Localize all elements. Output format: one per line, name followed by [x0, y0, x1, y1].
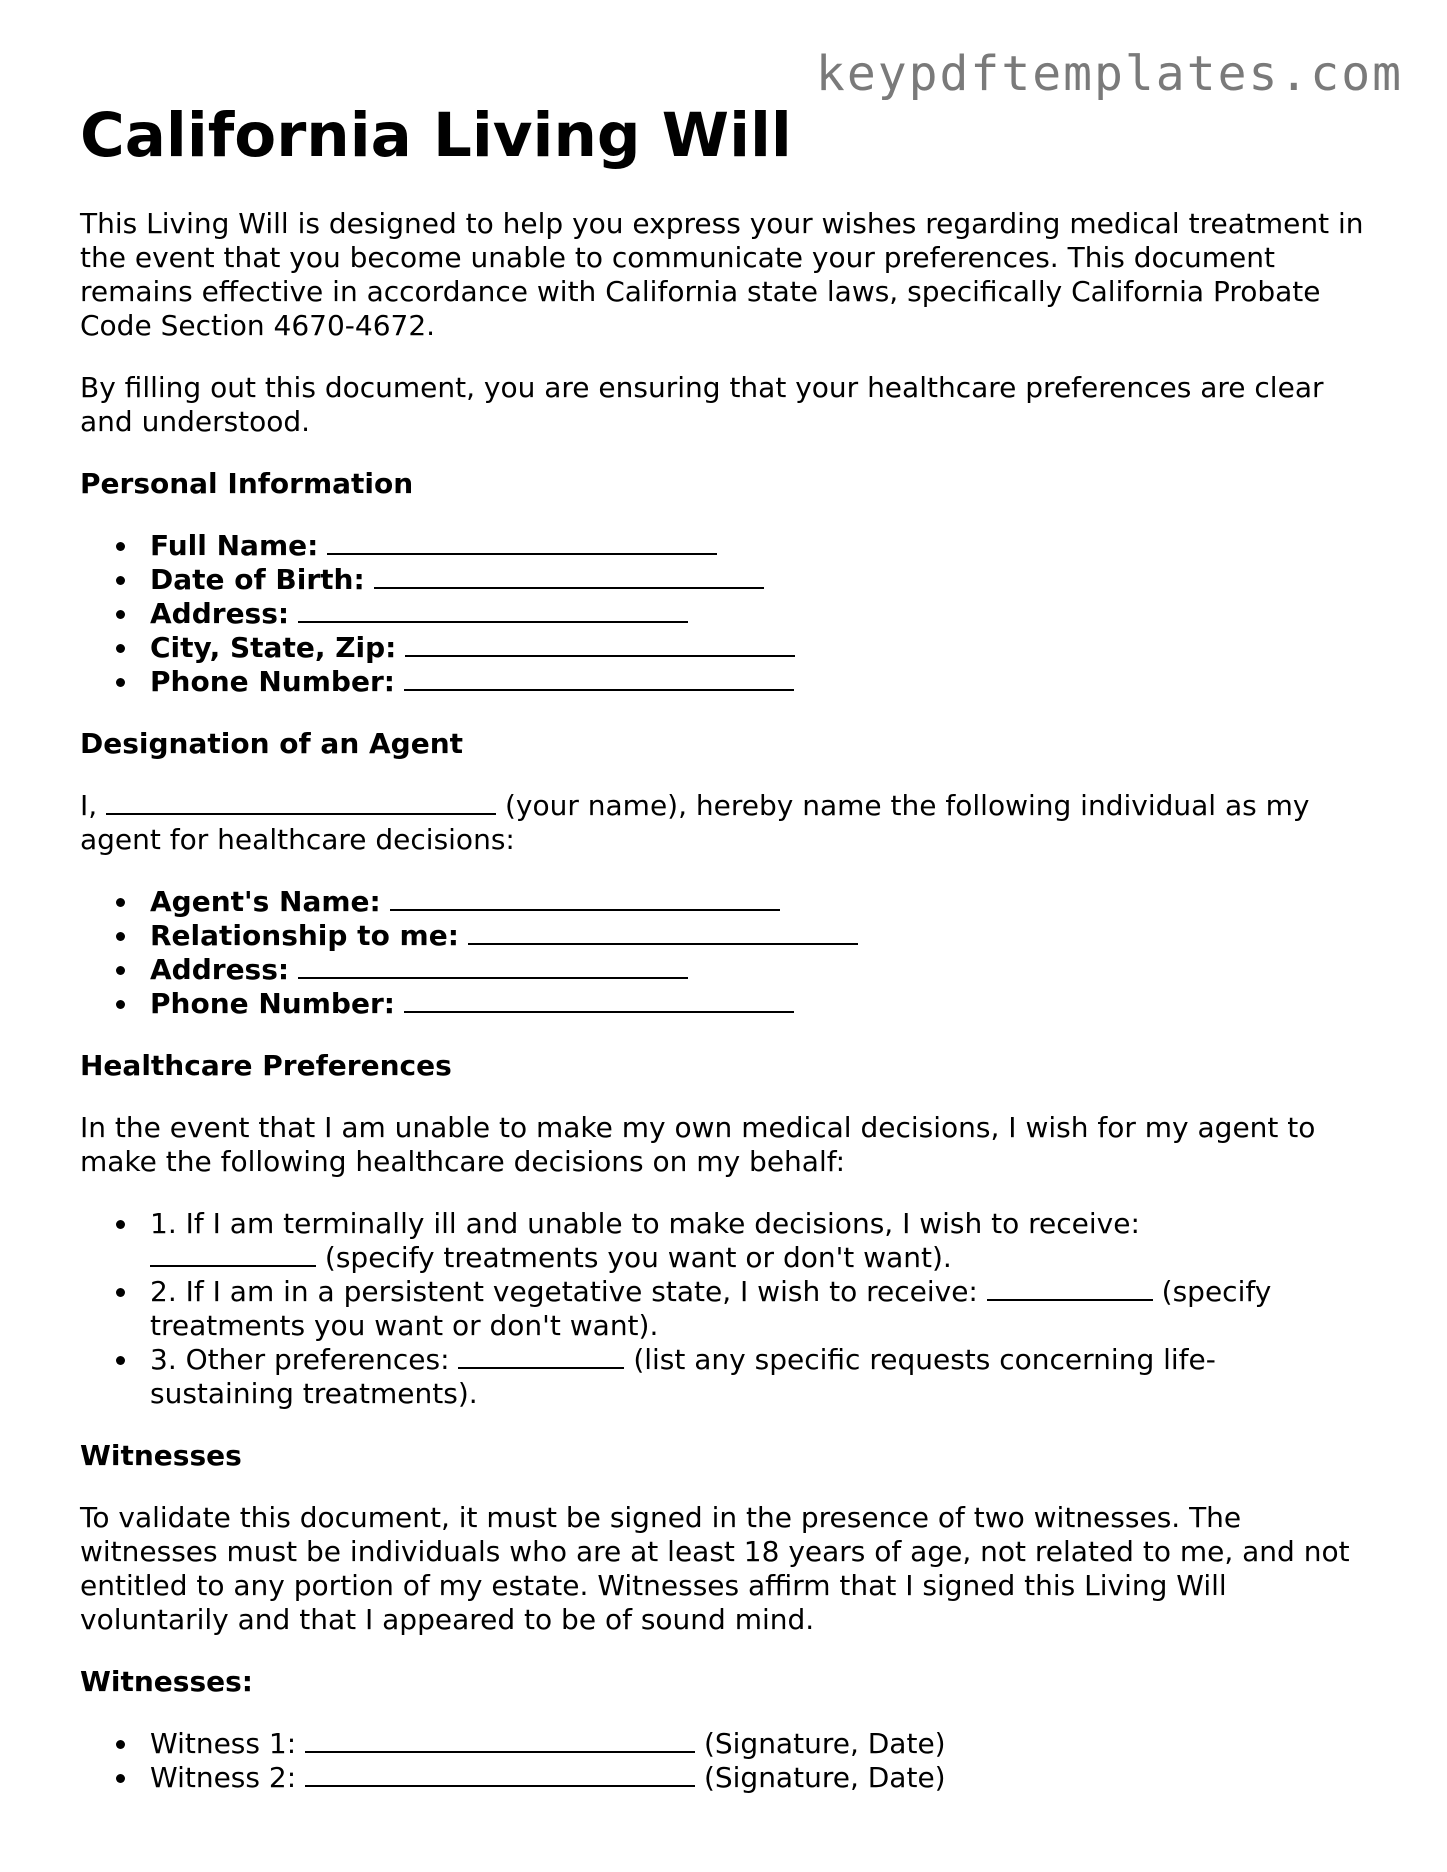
witnesses-heading: Witnesses	[80, 1439, 242, 1472]
preference-2-field[interactable]	[987, 1275, 1153, 1301]
witness-signatures-list	[80, 1727, 1380, 1795]
address-field[interactable]	[298, 597, 688, 623]
healthcare-preferences-list	[80, 1207, 1380, 1411]
list-item	[150, 953, 1380, 987]
city-state-zip-label: City, State, Zip:	[150, 631, 397, 664]
witness-1-label: Witness 1:	[150, 1727, 297, 1760]
list-item	[150, 1727, 1380, 1761]
agent-phone-label: Phone Number:	[150, 987, 395, 1020]
list-item	[150, 919, 1380, 953]
intro-paragraph-1: This Living Will is designed to help you express your wishes regarding medical treatment in the event that you become unable to communicate your preferences. This document remains effective in accordance with California state laws, specifically California Probate Code Section 4670-4672.	[80, 207, 1364, 342]
phone-number-label: Phone Number:	[150, 665, 395, 698]
preference-1-text: 1. If I am terminally ill and unable to make decisions, I wish to receive:	[150, 1207, 1140, 1240]
agent-name-label: Agent's Name:	[150, 885, 381, 918]
witnesses-text: To validate this document, it must be signed in the presence of two witnesses. The witnesses must be individuals who are at least 18 years of age, not related to me, and not entitled to any portion of my estate. Witnesses affirm that I signed this Living Will voluntarily and that I appeared to be of sound mind.	[80, 1501, 1350, 1636]
date-of-birth-label: Date of Birth:	[150, 563, 365, 596]
list-item	[150, 529, 1380, 563]
preference-1-note: (specify treatments you want or don't want).	[324, 1241, 952, 1274]
witness-2-note: (Signature, Date)	[703, 1761, 946, 1794]
date-of-birth-field[interactable]	[374, 563, 764, 589]
list-item	[150, 1343, 1380, 1411]
list-item	[150, 597, 1380, 631]
document-page	[80, 0, 1380, 1795]
witness-signatures-heading: Witnesses:	[80, 1665, 253, 1698]
relationship-field[interactable]	[468, 919, 858, 945]
list-item	[150, 987, 1380, 1021]
watermark: keypdftemplates.com	[815, 46, 1403, 102]
preference-2-text: 2. If I am in a persistent vegetative state, I wish to receive:	[150, 1275, 978, 1308]
agent-address-label: Address:	[150, 953, 290, 986]
agent-phone-field[interactable]	[404, 987, 794, 1013]
address-label: Address:	[150, 597, 290, 630]
preference-1-field[interactable]	[150, 1241, 316, 1267]
agent-name-field[interactable]	[390, 885, 780, 911]
agent-statement-suffix: (your name), hereby name the following individual as my agent for healthcare decisions:	[80, 789, 1310, 856]
full-name-label: Full Name:	[150, 529, 319, 562]
agent-designation-heading: Designation of an Agent	[80, 727, 464, 760]
intro-paragraph-2: By filling out this document, you are ensuring that your healthcare preferences are clear and understood.	[80, 371, 1324, 438]
agent-statement-prefix: I,	[80, 789, 98, 822]
city-state-zip-field[interactable]	[405, 631, 795, 657]
list-item	[150, 1761, 1380, 1795]
agent-statement	[80, 789, 1380, 857]
your-name-field[interactable]	[106, 789, 496, 815]
agent-information-list	[80, 885, 1380, 1021]
relationship-label: Relationship to me:	[150, 919, 459, 952]
witness-2-label: Witness 2:	[150, 1761, 297, 1794]
phone-number-field[interactable]	[404, 665, 794, 691]
personal-information-heading: Personal Information	[80, 467, 414, 500]
list-item	[150, 665, 1380, 699]
witness-2-signature-field[interactable]	[305, 1761, 695, 1787]
list-item	[150, 1207, 1380, 1275]
preference-3-text: 3. Other preferences:	[150, 1343, 450, 1376]
agent-address-field[interactable]	[298, 953, 688, 979]
healthcare-preferences-intro: In the event that I am unable to make my own medical decisions, I wish for my agent to make the following healthcare decisions on my behalf:	[80, 1111, 1316, 1178]
list-item	[150, 631, 1380, 665]
preference-3-field[interactable]	[458, 1343, 624, 1369]
personal-information-list	[80, 529, 1380, 699]
list-item	[150, 1275, 1380, 1343]
healthcare-preferences-heading: Healthcare Preferences	[80, 1049, 452, 1082]
list-item	[150, 885, 1380, 919]
preference-3-note: (list any specific requests concerning life-sustaining treatments).	[150, 1343, 1216, 1410]
document-title: California Living Will	[80, 100, 792, 171]
full-name-field[interactable]	[327, 529, 717, 555]
witness-1-signature-field[interactable]	[305, 1727, 695, 1753]
list-item	[150, 563, 1380, 597]
witness-1-note: (Signature, Date)	[703, 1727, 946, 1760]
preference-2-note: (specify treatments you want or don't want).	[150, 1275, 1272, 1342]
